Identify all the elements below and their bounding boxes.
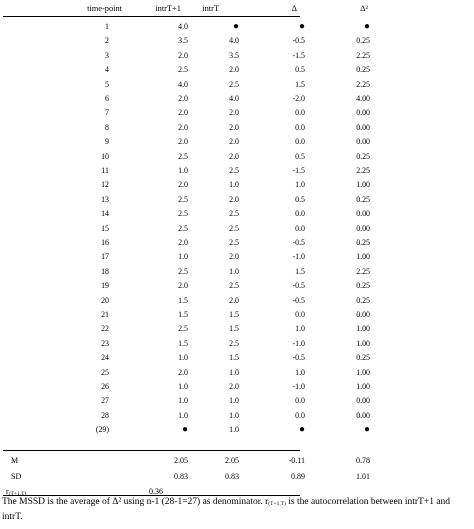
cell-time-point: 21 — [101, 310, 109, 319]
cell-a: 2.5 — [178, 209, 188, 219]
table-row — [0, 293, 474, 308]
cell-time-point: 25 — [101, 367, 109, 377]
cell-time-point: 5 — [105, 79, 109, 89]
cell-d2: 1.00 — [356, 180, 370, 190]
cell-b: 2.0 — [229, 122, 239, 132]
cell-d2: ● — [363, 21, 370, 32]
cell-b: 1.5 — [229, 324, 239, 334]
cell-d: ● — [298, 21, 305, 32]
table-row — [0, 105, 474, 120]
table-row — [0, 134, 474, 149]
cell-d: 0.0 — [295, 108, 305, 118]
cell-b: 2.0 — [229, 252, 239, 262]
table-row — [0, 393, 474, 408]
cell-time-point: 26 — [101, 382, 109, 391]
table-row — [0, 264, 474, 279]
cell-b: 2.0 — [229, 65, 239, 75]
summary-row — [0, 453, 474, 468]
table-row — [0, 91, 474, 106]
cell-d2: 0.00 — [356, 410, 370, 420]
cell-time-point: 3 — [105, 50, 109, 60]
cell-d: 0.0 — [295, 223, 305, 233]
cell-a: 2.5 — [178, 223, 188, 233]
cell-d2: 0.00 — [356, 223, 370, 233]
table-row — [0, 336, 474, 351]
cell-a: 2.0 — [178, 94, 188, 103]
table-row — [0, 235, 474, 250]
cell-b: 2.5 — [229, 223, 239, 233]
cell-time-point: 11 — [101, 166, 109, 175]
table-row — [0, 149, 474, 164]
cell-d2: 0.00 — [356, 122, 370, 132]
cell-b: 2.5 — [229, 338, 239, 348]
body-bottom-rule — [3, 450, 300, 451]
cell-time-point: 7 — [105, 108, 109, 118]
cell-time-point: 12 — [101, 180, 109, 190]
cell-d2: 1.00 — [356, 324, 370, 334]
cell-d: 1.0 — [295, 180, 305, 190]
cell-d: -1.5 — [292, 50, 305, 60]
cell-b: 1.5 — [229, 310, 239, 319]
cell-b: 1.0 — [229, 266, 239, 276]
autocorr-label: r(T+1,T) — [6, 487, 27, 497]
cell-time-point: 24 — [101, 353, 109, 363]
cell-d: 1.5 — [295, 79, 305, 89]
cell-a: 1.5 — [178, 295, 188, 305]
table-row — [0, 307, 474, 322]
cell-b: 2.0 — [229, 295, 239, 305]
cell-time-point: 19 — [101, 281, 109, 291]
cell-b: 2.0 — [229, 151, 239, 161]
cell-d2: 2.25 — [356, 50, 370, 60]
cell-d: 0.0 — [295, 209, 305, 219]
table-row — [0, 365, 474, 380]
cell-d2: 0.25 — [356, 295, 370, 305]
cell-b: 2.0 — [229, 382, 239, 391]
cell-time-point: 9 — [105, 137, 109, 147]
header-delta-squared: Δ² — [360, 4, 368, 13]
cell-time-point: 6 — [105, 94, 109, 103]
cell-d2: 0.25 — [356, 281, 370, 291]
cell-d: -1.0 — [292, 338, 305, 348]
cell-d2: ● — [363, 424, 370, 436]
table-row — [0, 278, 474, 293]
table-row — [0, 422, 474, 437]
cell-d: ● — [298, 424, 305, 436]
cell-time-point: 27 — [101, 396, 109, 406]
cell-d2: 0.00 — [356, 209, 370, 219]
cell-time-point: 16 — [101, 238, 109, 247]
cell-d: 1.0 — [295, 324, 305, 334]
table-row — [0, 249, 474, 264]
cell-time-point: 14 — [101, 209, 109, 219]
cell-d: -0.5 — [292, 281, 305, 291]
cell-d2: 0.25 — [356, 151, 370, 161]
header-delta: Δ — [291, 4, 297, 13]
cell-d2: 1.00 — [356, 382, 370, 391]
cell-b: 1.5 — [229, 353, 239, 363]
cell-time-point: 28 — [101, 410, 109, 420]
cell-time-point: 4 — [105, 65, 109, 75]
cell-b: 1.0 — [229, 180, 239, 190]
cell-a: 2.0 — [178, 367, 188, 377]
cell-d: 0.5 — [295, 151, 305, 161]
autocorr-value: 0.36 — [149, 487, 163, 496]
cell-b: 2.5 — [229, 238, 239, 247]
cell-d: 0.0 — [295, 310, 305, 319]
cell-d2: 0.00 — [356, 396, 370, 406]
cell-a: 1.0 — [178, 382, 188, 391]
cell-a: 4.0 — [178, 79, 188, 89]
cell-a: 2.0 — [178, 108, 188, 118]
cell-d2: 1.00 — [356, 252, 370, 262]
cell-d2: 1.00 — [356, 338, 370, 348]
cell-b: 1.0 — [229, 367, 239, 377]
table-row — [0, 192, 474, 207]
cell-a: 2.5 — [178, 151, 188, 161]
cell-b: ● — [232, 21, 239, 32]
table-note: The MSSD is the average of Δ² using n-1 (28-1=27) as denominator. r(T+1,T) is the autocorrelation between intrT+1 and intrT. — [2, 497, 451, 522]
cell-d: 0.5 — [295, 194, 305, 204]
cell-d: 0.0 — [295, 137, 305, 147]
cell-a: 2.0 — [178, 180, 188, 190]
cell-d: -0.5 — [292, 353, 305, 363]
cell-b: 1.0 — [229, 425, 239, 435]
cell-d2: 2.25 — [356, 166, 370, 175]
cell-time-point: 22 — [101, 324, 109, 334]
cell-time-point: 13 — [101, 194, 109, 204]
cell-d: 0.5 — [295, 65, 305, 75]
cell-a: 2.0 — [178, 281, 188, 291]
summary-label: M — [11, 456, 19, 465]
cell-d: 0.0 — [295, 410, 305, 420]
cell-time-point: 8 — [105, 122, 109, 132]
cell-b: 4.0 — [229, 94, 239, 103]
cell-a: 2.0 — [178, 238, 188, 247]
table-row — [0, 33, 474, 48]
cell-d2: 2.25 — [356, 79, 370, 89]
cell-time-point: 2 — [105, 36, 109, 46]
cell-d: -2.0 — [292, 94, 305, 103]
header-intrT1: intrT+1 — [155, 4, 181, 13]
cell-d2: 1.00 — [356, 367, 370, 377]
cell-time-point: 23 — [101, 338, 109, 348]
table-row — [0, 120, 474, 135]
header-rule — [3, 16, 300, 17]
cell-a: 2.0 — [178, 137, 188, 147]
cell-d2: 4.00 — [356, 94, 370, 103]
cell-a: 1.0 — [178, 353, 188, 363]
cell-d: -1.5 — [292, 166, 305, 175]
cell-b: 3.5 — [229, 50, 239, 60]
cell-d: -0.5 — [292, 238, 305, 247]
cell-d: 1.5 — [295, 266, 305, 276]
table-row — [0, 163, 474, 178]
cell-a: 2.5 — [178, 194, 188, 204]
cell-a: 2.0 — [178, 122, 188, 132]
cell-d2: 0.00 — [356, 108, 370, 118]
table-row — [0, 321, 474, 336]
summary-row — [0, 469, 474, 484]
table-header-row — [0, 1, 474, 16]
cell-b: 2.0 — [229, 194, 239, 204]
cell-d: 0.0 — [295, 122, 305, 132]
cell-d2: 0.00 — [356, 137, 370, 147]
table-row — [0, 177, 474, 192]
summary-cell-d2: 1.01 — [356, 472, 370, 481]
cell-a: 1.0 — [178, 252, 188, 262]
cell-a: 4.0 — [178, 22, 188, 31]
table-row — [0, 350, 474, 365]
cell-d2: 0.25 — [356, 353, 370, 363]
cell-d: -0.5 — [292, 295, 305, 305]
cell-d: -1.0 — [292, 252, 305, 262]
cell-b: 4.0 — [229, 36, 239, 46]
cell-d2: 0.25 — [356, 238, 370, 247]
cell-a: 2.5 — [178, 65, 188, 75]
cell-d2: 0.25 — [356, 65, 370, 75]
summary-cell-b: 2.05 — [225, 456, 239, 465]
table-row — [0, 62, 474, 77]
summary-cell-d: -0.11 — [288, 456, 305, 465]
cell-time-point: 17 — [101, 252, 109, 262]
table-row — [0, 48, 474, 63]
cell-time-point: 15 — [101, 223, 109, 233]
table-row — [0, 77, 474, 92]
cell-d: -1.0 — [292, 382, 305, 391]
cell-a: 1.5 — [178, 310, 188, 319]
summary-cell-a: 2.05 — [174, 456, 188, 465]
table-row — [0, 379, 474, 394]
cell-d2: 0.00 — [356, 310, 370, 319]
cell-a: ● — [181, 424, 188, 436]
cell-d: 1.0 — [295, 367, 305, 377]
summary-cell-d2: 0.78 — [356, 456, 370, 465]
summary-cell-d: 0.89 — [291, 472, 305, 481]
cell-a: 1.0 — [178, 396, 188, 406]
cell-time-point: 1 — [105, 22, 109, 31]
cell-b: 2.5 — [229, 209, 239, 219]
cell-time-point: 10 — [101, 151, 109, 161]
table-row — [0, 206, 474, 221]
cell-a: 2.5 — [178, 266, 188, 276]
summary-cell-b: 0.83 — [225, 472, 239, 481]
cell-b: 2.5 — [229, 166, 239, 175]
cell-a: 2.5 — [178, 324, 188, 334]
cell-time-point: (29) — [95, 425, 109, 435]
cell-time-point: 18 — [101, 266, 109, 276]
cell-time-point: 20 — [101, 295, 109, 305]
header-intrT: intrT — [202, 4, 219, 13]
cell-a: 1.5 — [178, 338, 188, 348]
cell-b: 2.5 — [229, 281, 239, 291]
cell-a: 1.0 — [178, 410, 188, 420]
cell-b: 2.5 — [229, 79, 239, 89]
cell-b: 2.0 — [229, 137, 239, 147]
cell-b: 2.0 — [229, 108, 239, 118]
cell-d: 0.0 — [295, 396, 305, 406]
table-row — [0, 221, 474, 236]
cell-d2: 0.25 — [356, 194, 370, 204]
table-row — [0, 19, 474, 34]
cell-b: 1.0 — [229, 396, 239, 406]
cell-d2: 0.25 — [356, 36, 370, 46]
summary-label: SD — [11, 472, 22, 481]
header-time-point: time-point — [87, 4, 122, 13]
cell-a: 3.5 — [178, 36, 188, 46]
cell-d: -0.5 — [292, 36, 305, 46]
summary-cell-a: 0.83 — [174, 472, 188, 481]
cell-d2: 2.25 — [356, 266, 370, 276]
cell-b: 1.0 — [229, 410, 239, 420]
cell-a: 2.0 — [178, 50, 188, 60]
table-row — [0, 408, 474, 423]
cell-a: 1.0 — [178, 166, 188, 175]
